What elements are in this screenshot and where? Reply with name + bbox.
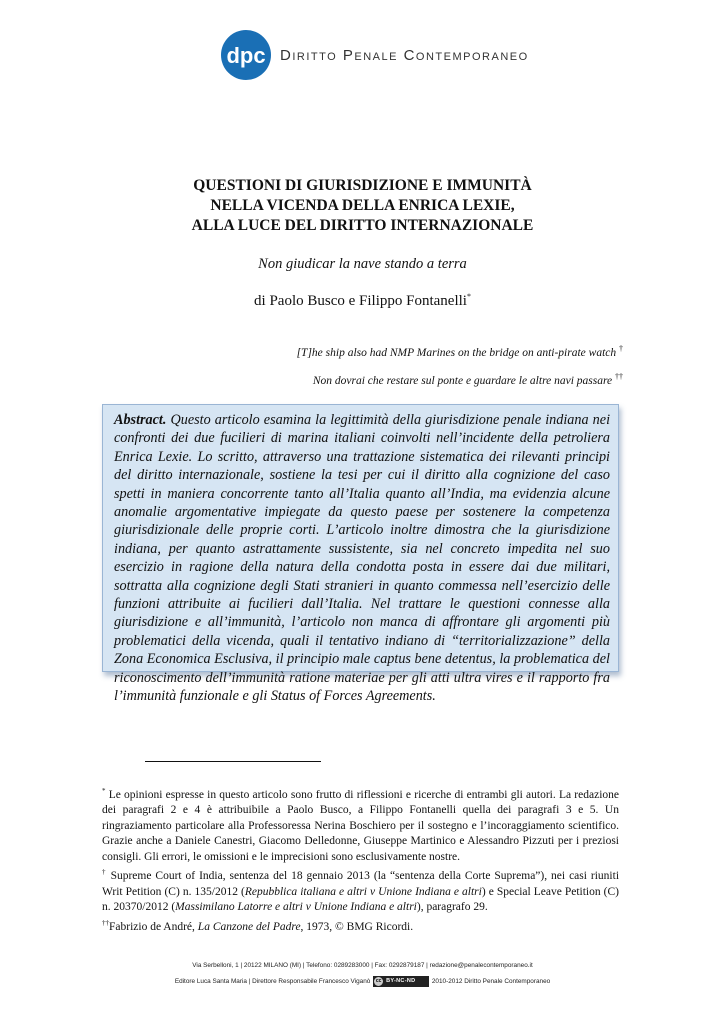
logo-text: dpc	[226, 43, 266, 68]
footnote-3-marker: ††	[102, 918, 109, 927]
footer-editor-text: Editore Luca Santa Maria | Direttore Responsabile Francesco Viganò	[174, 978, 371, 985]
footnote-3-song-title: La Canzone del Padre	[197, 920, 301, 933]
authors-line	[0, 292, 725, 310]
footer-contact-line: Via Serbelloni, 1 | 20122 MILANO (MI) | Telefono: 0289283000 | Fax: 0292879187 | redazione@penalecontemporaneo.it	[192, 962, 533, 969]
abstract-box	[102, 404, 619, 705]
title-line-2: NELLA VICENDA DELLA ENRICA LEXIE,	[210, 197, 515, 214]
abstract-paragraph	[114, 411, 610, 706]
footnote-2-text-c: ), paragrafo 29.	[416, 901, 488, 914]
footnote-2	[102, 865, 619, 915]
journal-name: Diritto Penale Contemporaneo	[280, 46, 529, 64]
cc-license-icon[interactable]	[373, 976, 429, 987]
epigraph-1-marker[interactable]: †	[619, 344, 623, 353]
footnote-separator	[145, 761, 321, 762]
cc-license-label: BY-NC-ND	[386, 977, 416, 984]
abstract-body: Questo articolo esamina la legittimità della giurisdizione penale indiana nei confronti dei due fucilieri di marina italiani coinvolti nell’incidente della petroliera Enrica Lexie. Lo scritto, attraverso una trattazione sistematica dei rilevanti principi del diritto internazionale, sostiene la tesi per cui il diritto alla cognizione del caso spetti in maniera concorrente tanto all’Italia quanto all’India, ma evidenzia alcune anomalie argomentative impiegate da questo paese per sostenere la competenza giurisdizionale delle proprie corti. L’articolo inoltre dimostra che la giurisdizione indiana, per quanto astrattamente sussistente, sia nel concreto impedita nel suo esercizio in ragione della natura della condotta posta in essere dai due militari, sottratta alla cognizione degli Stati stranieri in quanto commessa nell’esercizio delle funzioni attribuite ai fucilieri dall’Italia. Nel trattare le questioni connesse alla giurisdizione e all’immunità, l’articolo non manca di affrontare gli argomenti più problematici della vicenda, quali il tentativo indiano di “territorializzazione” della Zona Economica Esclusiva, il principio male captus bene detentus, la problematica del riconoscimento dell’immunità ratione materiae per gli atti ultra vires e il rapporto fra l’immunità funzionale e gli Status of Forces Agreements.	[114, 412, 611, 705]
footer-copyright-text: 2010-2012 Diritto Penale Contemporaneo	[431, 978, 551, 985]
footnote-2-case-1: Repubblica italiana e altri v Unione Indiana e altri	[244, 885, 482, 898]
article-subtitle: Non giudicar la nave stando a terra	[258, 256, 467, 272]
authors-footnote-marker[interactable]: *	[466, 292, 471, 301]
cc-symbol: cc	[375, 977, 382, 984]
footnotes	[102, 784, 619, 935]
footnote-1-text: Le opinioni espresse in questo articolo sono frutto di riflessioni e ricerche di entrambi gli autori. La redazione dei paragrafi 2 e 4 è attribuibile a Paolo Busco, a Filippo Fontanelli quella dei paragrafi 3 e 5. Un ringraziamento particolare alla Professoressa Nerina Boschiero per il sostegno e l’incoraggiamento scientifico. Grazie anche a Daniele Canestri, Giacomo Delledonne, Giuseppe Martinico e Alessandro Pizzuti per i preziosi consigli. Gli errori, le omissioni e le imprecisioni sono esclusivamente nostre.	[102, 788, 619, 863]
footnote-2-marker: †	[102, 868, 107, 877]
epigraph-1-text: [T]he ship also had NMP Marines on the bridge on anti-pirate watch	[296, 346, 617, 359]
page-footer	[0, 958, 725, 990]
epigraph-1	[297, 344, 623, 359]
title-line-3: ALLA LUCE DEL DIRITTO INTERNAZIONALE	[191, 217, 534, 234]
epigraph-2-marker[interactable]: ††	[615, 372, 623, 381]
epigraph-2	[313, 372, 623, 387]
footnote-2-text-b: ) e Special Leave Petition (C) n. 20370/2012 (	[102, 885, 619, 914]
journal-header	[220, 28, 529, 82]
footer-publisher-line	[0, 974, 725, 990]
footnote-3-text-b: , 1973, © BMG Ricordi.	[300, 920, 414, 933]
dpc-logo-icon	[220, 28, 272, 82]
footnote-2-case-2: Massimilano Latorre e altri v Unione Indiana e altri	[175, 901, 417, 914]
footnote-1	[102, 784, 619, 865]
footnote-3-text-a: Fabrizio de André,	[109, 920, 198, 933]
abstract-lead: Abstract.	[114, 412, 167, 428]
epigraph-2-text: Non dovrai che restare sul ponte e guardare le altre navi passare	[312, 374, 613, 387]
article-title	[0, 176, 725, 236]
title-line-1: QUESTIONI DI GIURISDIZIONE E IMMUNITÀ	[193, 177, 532, 194]
footnote-1-marker: *	[102, 787, 106, 795]
footnote-3	[102, 916, 619, 935]
footnote-2-text-a: Supreme Court of India, sentenza del 18 gennaio 2013 (la “sentenza della Corte Suprema”), nei casi riuniti Writ Petition (C) n. 135/2012 (	[102, 870, 620, 898]
authors-text: di Paolo Busco e Filippo Fontanelli	[254, 293, 467, 309]
